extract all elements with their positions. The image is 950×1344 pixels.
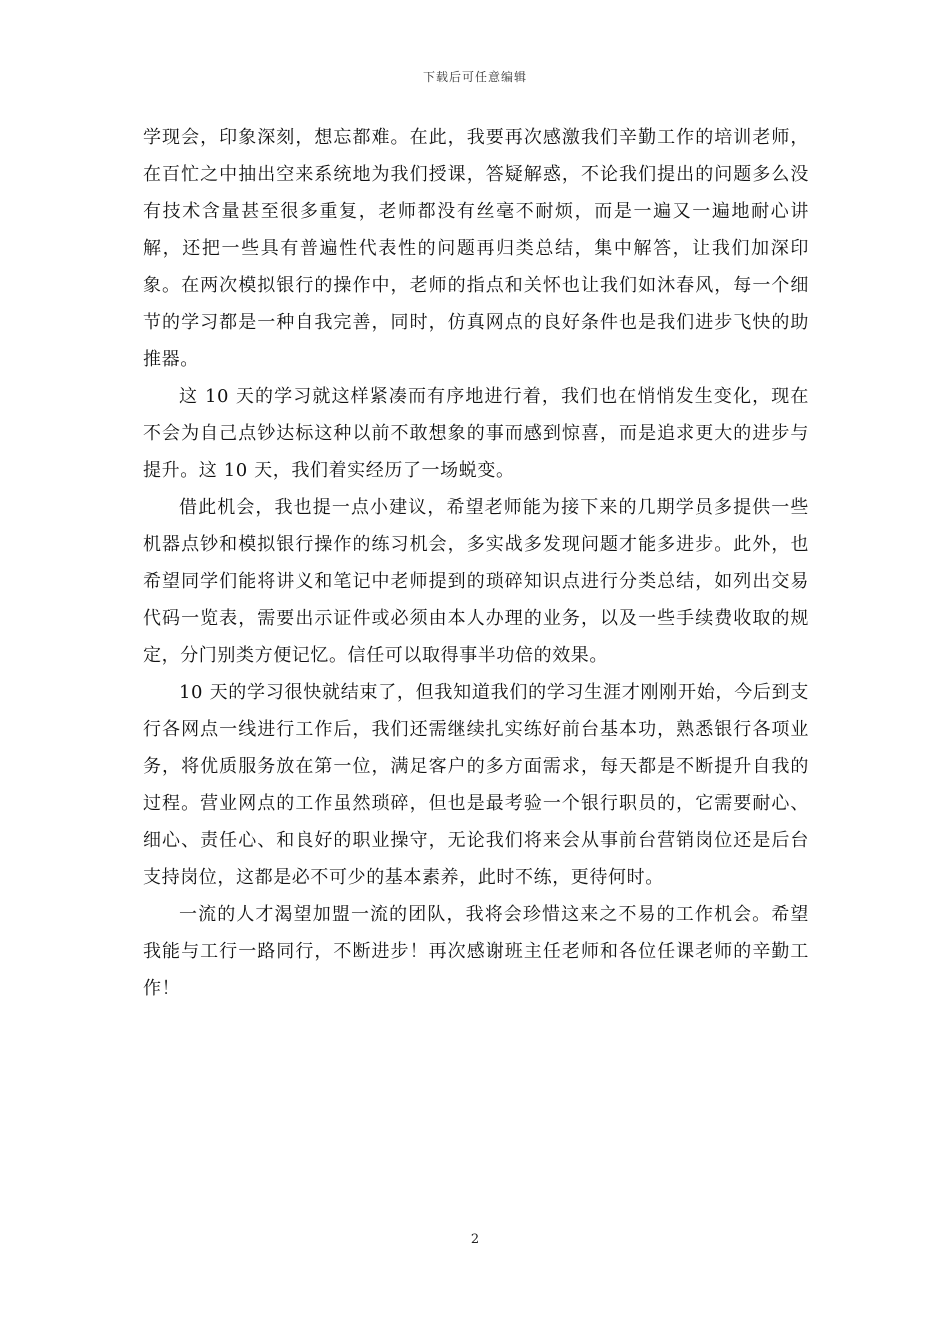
page-number: 2 bbox=[470, 1232, 480, 1247]
paragraph-2: 这 10 天的学习就这样紧凑而有序地进行着，我们也在悄悄发生变化，现在不会为自己点钞达标这种以前不敢想象的事而感到惊喜，而是追求更大的进步与提升。这 10 天，我们着实经历了一场蜕变。 bbox=[143, 386, 809, 481]
paragraph-5: 一流的人才渴望加盟一流的团队，我将会珍惜这来之不易的工作机会。希望我能与工行一路同行，不断进步！再次感谢班主任老师和各位任课老师的辛勤工作！ bbox=[143, 904, 809, 999]
paragraph-1: 学现会，印象深刻，想忘都难。在此，我要再次感激我们辛勤工作的培训老师，在百忙之中抽出空来系统地为我们授课，答疑解惑，不论我们提出的问题多么没有技术含量甚至很多重复，老师都没有丝毫不耐烦，而是一遍又一遍地耐心讲解，还把一些具有普遍性代表性的问题再归类总结，集中解答，让我们加深印象。在两次模拟银行的操作中，老师的指点和关怀也让我们如沐春风，每一个细节的学习都是一种自我完善，同时，仿真网点的良好条件也是我们进步飞快的助推器。 bbox=[143, 127, 809, 370]
paragraph-4: 10 天的学习很快就结束了，但我知道我们的学习生涯才刚刚开始，今后到支行各网点一线进行工作后，我们还需继续扎实练好前台基本功，熟悉银行各项业务，将优质服务放在第一位，满足客户的多方面需求，每天都是不断提升自我的过程。营业网点的工作虽然琐碎，但也是最考验一个银行职员的，它需要耐心、细心、责任心、和良好的职业操守，无论我们将来会从事前台营销岗位还是后台支持岗位，这都是必不可少的基本素养，此时不练，更待何时。 bbox=[143, 682, 809, 888]
page-header: 下载后可任意编辑 bbox=[422, 70, 527, 84]
document-body bbox=[143, 119, 809, 1007]
paragraph-3: 借此机会，我也提一点小建议，希望老师能为接下来的几期学员多提供一些机器点钞和模拟银行操作的练习机会，多实战多发现问题才能多进步。此外，也希望同学们能将讲义和笔记中老师提到的琐碎知识点进行分类总结，如列出交易代码一览表，需要出示证件或必须由本人办理的业务，以及一些手续费收取的规定，分门别类方便记忆。信任可以取得事半功倍的效果。 bbox=[143, 497, 809, 666]
